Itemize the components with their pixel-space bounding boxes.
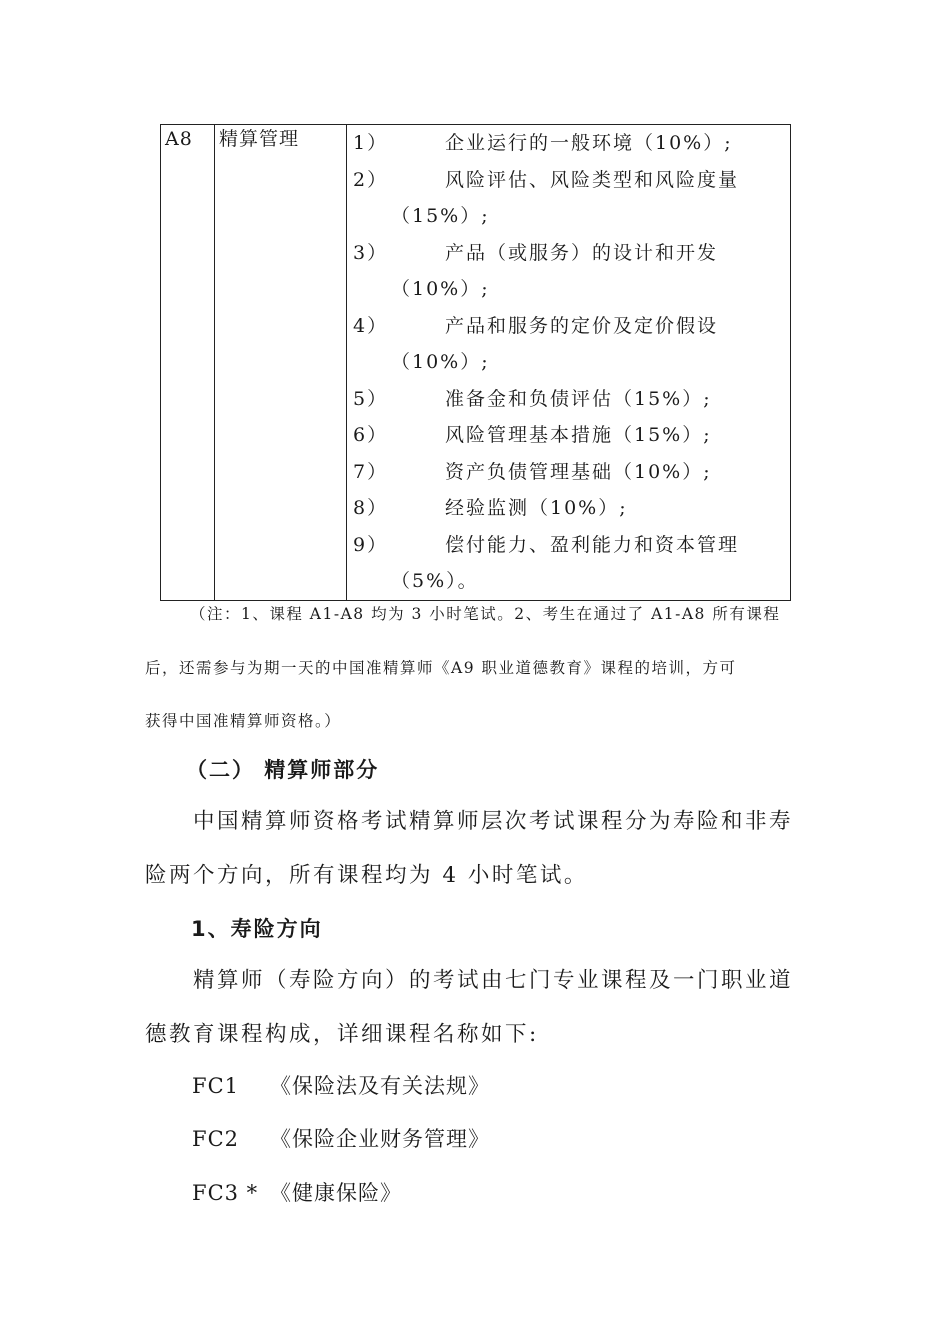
topic-text: 资产负债管理基础（10%）; [445,460,712,483]
list-item-continuation [347,271,790,308]
topic-number: 7） [353,460,389,483]
course-title: 《健康保险》 [270,1181,402,1205]
course-code: FC1 [192,1074,239,1098]
topic-number: 2） [353,168,389,191]
course-table [160,124,791,601]
list-item [347,381,790,418]
list-item [347,235,790,272]
course-name-cell [215,125,347,601]
topic-number: 6） [353,424,389,446]
table-row [161,125,791,601]
paragraph-line: 德教育课程构成，详细课程名称如下: [145,1022,539,1047]
topic-text: 偿付能力、盈利能力和资本管理 [445,533,740,556]
course-code: FC3 * [192,1181,259,1205]
paragraph-line: 中国精算师资格考试精算师层次考试课程分为寿险和非寿 [193,809,794,834]
topic-weight: （10%）; [391,351,490,373]
list-item-continuation [347,198,790,235]
list-item [347,490,790,527]
table-note-line: 获得中国准精算师资格。） [145,712,342,730]
list-item [347,162,790,199]
table-note-line: 后，还需参与为期一天的中国准精算师《A9 职业道德教育》课程的培训，方可 [145,659,737,677]
course-list-item [192,1177,402,1207]
topic-number: 4） [353,314,389,337]
course-code: A8 [165,128,193,150]
list-item-continuation [347,563,790,600]
topic-weight: （5%）。 [391,570,479,592]
topic-number: 8） [353,497,389,519]
topic-text: 风险管理基本措施（15%）; [445,424,712,446]
table-note-line: （注：1、课程 A1-A8 均为 3 小时笔试。2、考生在通过了 A1-A8 所有课程 [190,605,781,623]
topic-number: 3） [353,241,389,264]
topic-text: 经验监测（10%）; [445,497,628,519]
topic-text: 产品和服务的定价及定价假设 [445,314,719,337]
course-topics-cell [347,125,791,601]
topic-number: 1） [353,132,389,154]
section-heading: （二） 精算师部分 [186,758,380,782]
course-title: 《保险企业财务管理》 [270,1127,490,1151]
course-name: 精算管理 [219,128,300,150]
list-item [347,417,790,454]
course-list-item [192,1070,490,1100]
topic-weight: （10%）; [391,278,490,300]
topic-list [347,125,790,600]
topic-text: 准备金和负债评估（15%）; [445,387,712,410]
topic-text: 企业运行的一般环境（10%）; [445,132,733,154]
list-item-continuation [347,344,790,381]
topic-text: 产品（或服务）的设计和开发 [445,241,719,264]
course-title: 《保险法及有关法规》 [270,1074,490,1098]
paragraph-line: 精算师（寿险方向）的考试由七门专业课程及一门职业道 [193,968,794,993]
course-code: FC2 [192,1127,239,1151]
topic-number: 5） [353,387,389,410]
topic-number: 9） [353,533,389,556]
list-item [347,125,790,162]
list-item [347,527,790,564]
course-code-cell [161,125,215,601]
topic-text: 风险评估、风险类型和风险度量 [445,168,740,191]
topic-weight: （15%）; [391,205,490,227]
list-item [347,308,790,345]
subsection-heading: 1、寿险方向 [191,917,323,941]
list-item [347,454,790,491]
course-list-item [192,1123,490,1153]
paragraph-line: 险两个方向，所有课程均为 4 小时笔试。 [145,863,588,888]
